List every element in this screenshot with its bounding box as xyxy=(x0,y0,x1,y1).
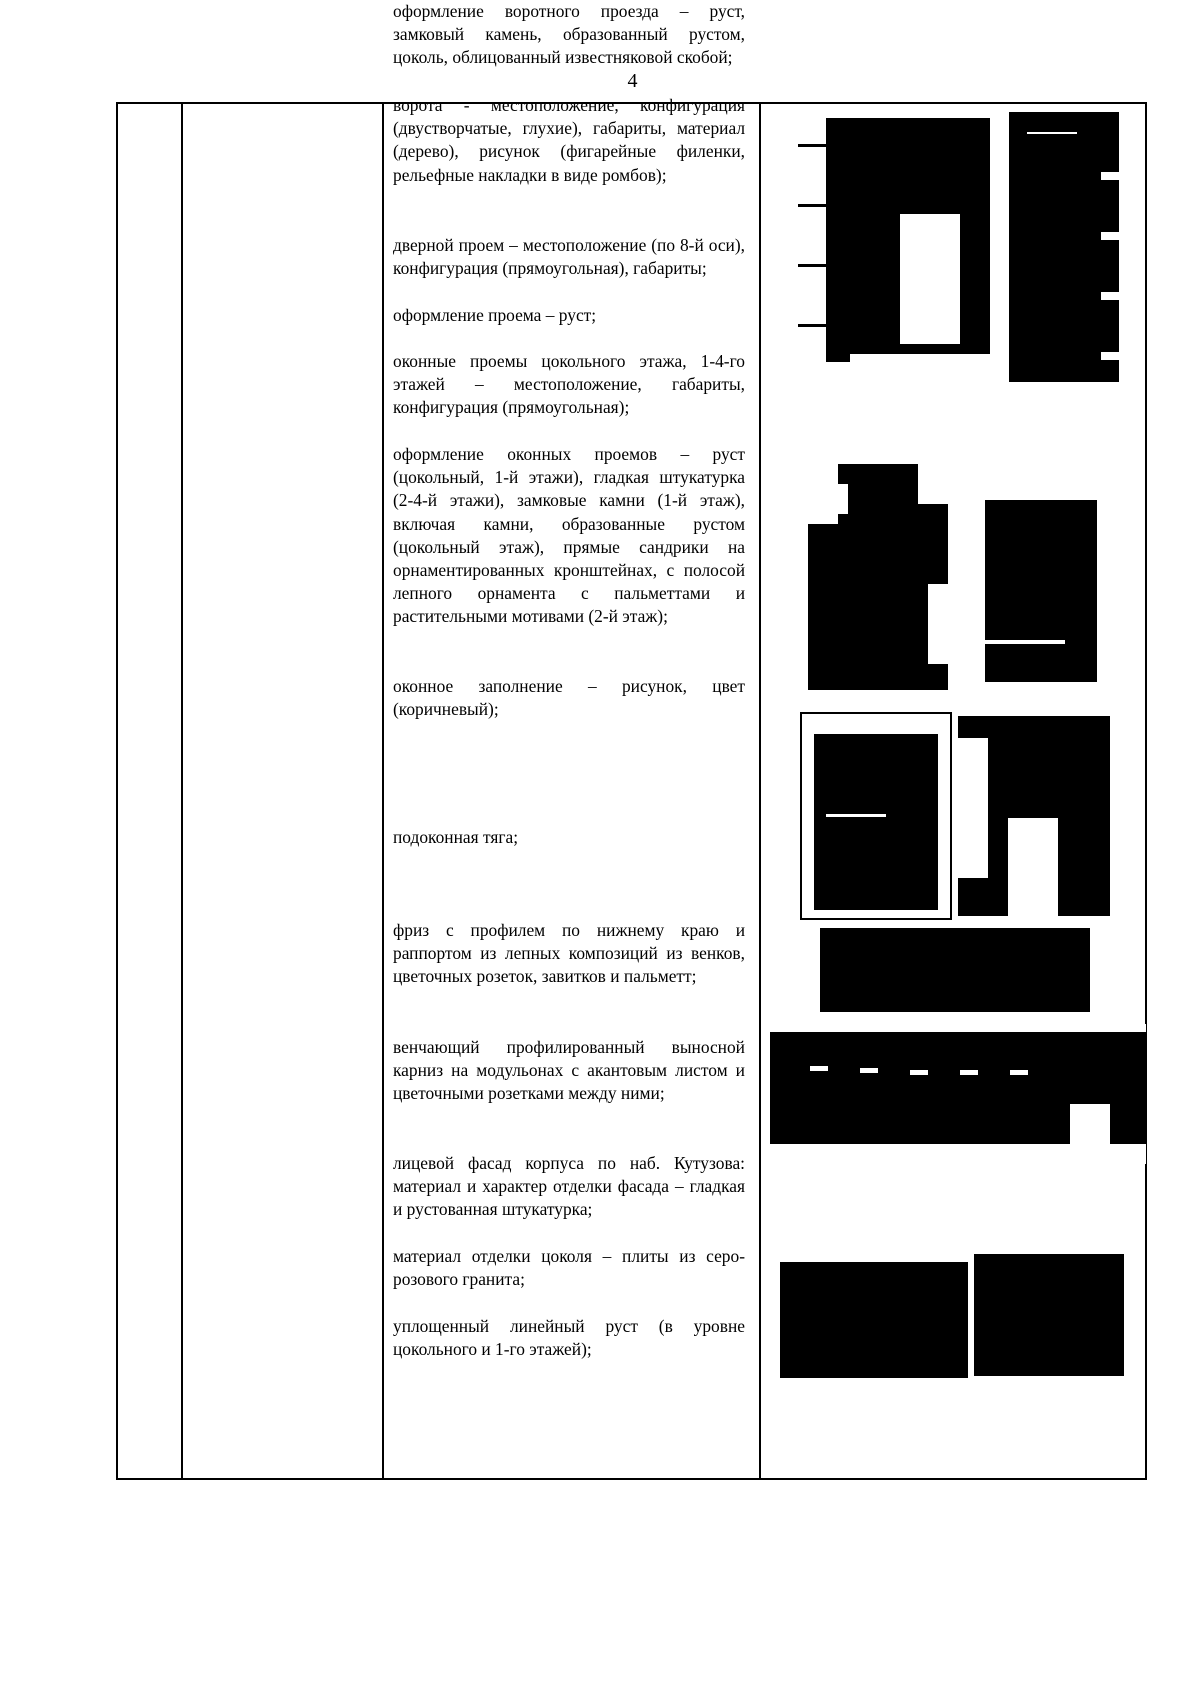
paragraph: лицевой фасад корпуса по наб. Кутузова: материал и характер отделки фасада – гладкая и рустованная штукатурка; xyxy=(393,1153,745,1220)
paragraph: оформление воротного проезда – руст, замковый камень, образованный рустом, цоколь, облицованный известняковой скобой; xyxy=(393,1,745,68)
paragraph: уплощенный линейный руст (в уровне цокольного и 1-го этажей); xyxy=(393,1316,745,1360)
paragraph: материал отделки цоколя – плиты из серо-розового гранита; xyxy=(393,1246,745,1290)
paragraph: оконные проемы цокольного этажа, 1-4-го этажей – местоположение, габариты, конфигурация (прямоугольная); xyxy=(393,351,745,418)
paragraph: фриз с профилем по нижнему краю и раппортом из лепных композиций из венков, цветочных розеток, завитков и пальметт; xyxy=(393,920,745,987)
facade-finish-photo xyxy=(780,1254,968,1378)
paragraph: ворота - местоположение, конфигурация (двустворчатые, глухие), габариты, материал (дерево), рисунок (фигарейные филенки, рельефные накладки в виде ромбов); xyxy=(393,95,745,185)
gate-arch-photo xyxy=(790,104,990,362)
paragraph: венчающий профилированный выносной карниз на модульонах с акантовым листом и цветочными розетками между ними; xyxy=(393,1037,745,1104)
paragraph: оформление проема – руст; xyxy=(393,305,597,325)
column-divider-1 xyxy=(181,102,183,1480)
window-first-floor-photo xyxy=(955,460,1097,682)
window-bracket-photo xyxy=(958,708,1110,916)
plinth-granite-photo xyxy=(974,1254,1124,1376)
window-sill-photo xyxy=(820,928,1090,1012)
page-number: 4 xyxy=(627,70,638,92)
column-divider-2 xyxy=(382,102,384,1480)
paragraph: оконное заполнение – рисунок, цвет (коричневый); xyxy=(393,676,745,720)
window-basement-photo xyxy=(808,464,948,690)
paragraph: оформление оконных проемов – руст (цокольный, 1-й этажи), гладкая штукатурка (2-4-й этажи), замковые камни (1-й этаж), включая камни, образованные рустом (цокольный этаж), прямые сандрики на орнаментированных кронштейнах, с полосой лепного орнамента с пальметтами и растительными мотивами (2-й этаж); xyxy=(393,444,745,627)
frieze-cornice-photo xyxy=(770,1024,1146,1164)
paragraph: дверной проем – местоположение (по 8-й оси), конфигурация (прямоугольная), габариты; xyxy=(393,235,745,279)
gate-door-photo xyxy=(997,112,1119,382)
column-divider-3 xyxy=(759,102,761,1480)
paragraph: подоконная тяга; xyxy=(393,827,519,847)
window-fill-photo xyxy=(800,712,952,920)
